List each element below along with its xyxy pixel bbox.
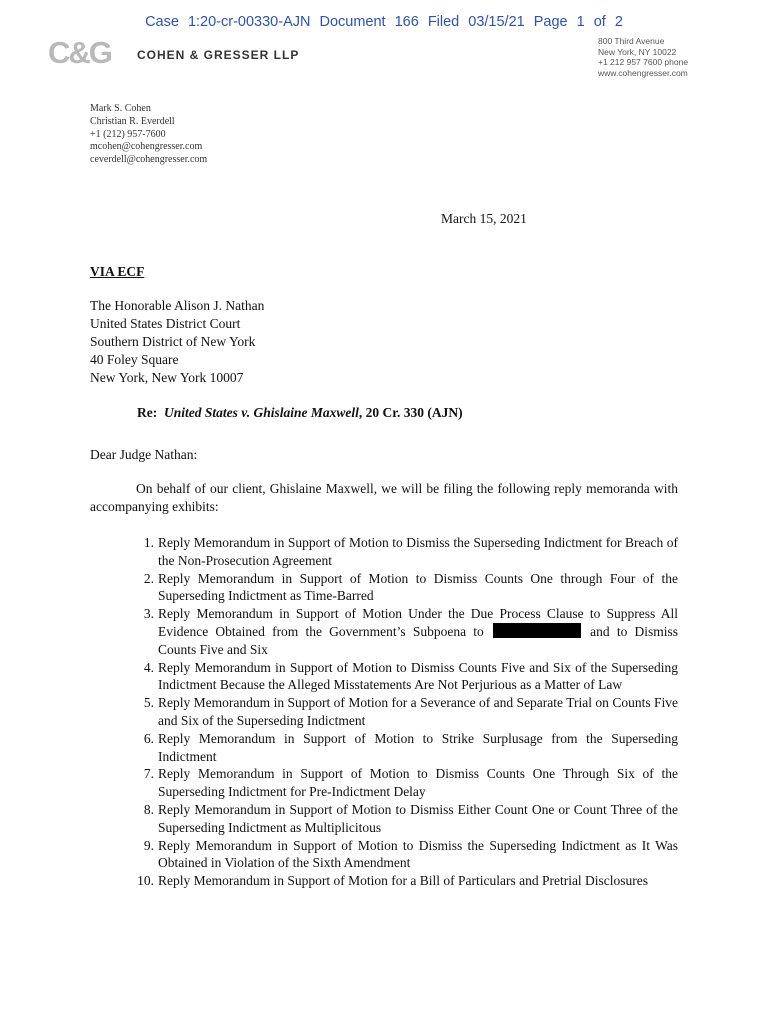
item-number: 6.	[143, 730, 154, 746]
address-line: 800 Third Avenue	[598, 36, 665, 46]
item-text: Reply Memorandum in Support of Motion for a Bill of Particulars and Pretrial Disclosures	[158, 873, 649, 889]
item-text: Reply Memorandum in Support of Motion to Dismiss Counts One Through Six of the Superseding Indictment for Pre-Indictment Delay	[158, 766, 678, 800]
address-line: New York, NY 10022	[598, 46, 677, 57]
item-text: Reply Memorandum in Support of Motion Under the Due Process Clause to Suppress All Evidence Obtained from the Government’s Subpoena to	[158, 606, 678, 639]
item-number: 7.	[143, 766, 154, 782]
re-line	[137, 405, 463, 421]
item-number: 5.	[143, 695, 154, 711]
list-item	[134, 801, 678, 837]
item-number: 9.	[143, 837, 154, 853]
item-number: 1.	[143, 535, 154, 550]
list-item	[134, 605, 678, 658]
sender-line: +1 (212) 957-7600	[90, 128, 166, 140]
letter-date: March 15, 2021	[441, 211, 527, 226]
via-line: VIA ECF	[90, 264, 145, 279]
item-text-continued: and to Dismiss Counts Five and Six	[158, 623, 679, 657]
item-number: 10.	[137, 873, 154, 889]
sender-line: ceverdell@cohengresser.com	[90, 154, 208, 166]
item-text: Reply Memorandum in Support of Motion to Dismiss Counts Five and Six of the Superseding Indictment Because the Alleged Misstatements Are Not Perjurious as a Matter of Law	[158, 659, 678, 693]
list-item	[134, 694, 678, 730]
addressee-line: New York, New York 10007	[90, 370, 244, 385]
salutation: Dear Judge Nathan:	[90, 447, 198, 462]
item-text: Reply Memorandum in Support of Motion for a Severance of and Separate Trial on Counts Five and Six of the Superseding Indictment	[158, 695, 678, 728]
address-line: www.cohengresser.com	[598, 67, 688, 78]
addressee-line: The Honorable Alison J. Nathan	[90, 298, 265, 313]
list-item	[134, 570, 678, 606]
list-item	[134, 659, 678, 695]
firm-logo: C&G	[48, 35, 111, 70]
list-item	[134, 730, 678, 766]
item-text: Reply Memorandum in Support of Motion to Dismiss Either Count One or Count Three of the Superseding Indictment as Multiplicitous	[158, 801, 678, 835]
item-number: 2.	[143, 570, 154, 586]
item-text: Reply Memorandum in Support of Motion to Dismiss the Superseding Indictment as It Was Obtained in Violation of the Sixth Amendment	[158, 837, 678, 871]
item-text: Reply Memorandum in Support of Motion to Dismiss the Superseding Indictment for Breach of the Non-Prosecution Agreement	[158, 535, 678, 568]
sender-line: Christian R. Everdell	[90, 115, 175, 127]
firm-address	[598, 36, 688, 78]
list-item	[134, 534, 678, 570]
redaction-box	[493, 623, 581, 638]
address-line: +1 212 957 7600 phone	[598, 57, 689, 67]
list-item	[134, 837, 678, 873]
item-number: 4.	[143, 659, 154, 675]
intro-paragraph: On behalf of our client, Ghislaine Maxwell, we will be filing the following reply memoranda with accompanying exhibits:	[90, 481, 678, 514]
list-item	[134, 765, 678, 801]
case-header: Case 1:20-cr-00330-AJN Document 166 Filed 03/15/21 Page 1 of 2	[145, 14, 623, 30]
addressee-block	[90, 297, 264, 387]
sender-line: mcohen@cohengresser.com	[90, 141, 203, 153]
memoranda-list	[134, 534, 678, 890]
item-number: 3.	[143, 606, 154, 622]
re-case-name: United States v. Ghislaine Maxwell	[164, 405, 359, 420]
firm-name: COHEN & GRESSER LLP	[137, 48, 300, 62]
list-item	[134, 872, 678, 890]
item-number: 8.	[143, 801, 154, 817]
sender-line: Mark S. Cohen	[90, 103, 151, 114]
addressee-line: 40 Foley Square	[90, 352, 179, 367]
re-label: Re:	[137, 405, 158, 420]
re-docket: , 20 Cr. 330 (AJN)	[358, 405, 463, 420]
addressee-line: United States District Court	[90, 316, 241, 331]
item-text: Reply Memorandum in Support of Motion to Dismiss Counts One through Four of the Superseding Indictment as Time-Barred	[158, 570, 678, 604]
sender-block	[90, 103, 207, 167]
addressee-line: Southern District of New York	[90, 334, 256, 349]
item-text: Reply Memorandum in Support of Motion to Strike Surplusage from the Superseding Indictment	[158, 730, 678, 764]
